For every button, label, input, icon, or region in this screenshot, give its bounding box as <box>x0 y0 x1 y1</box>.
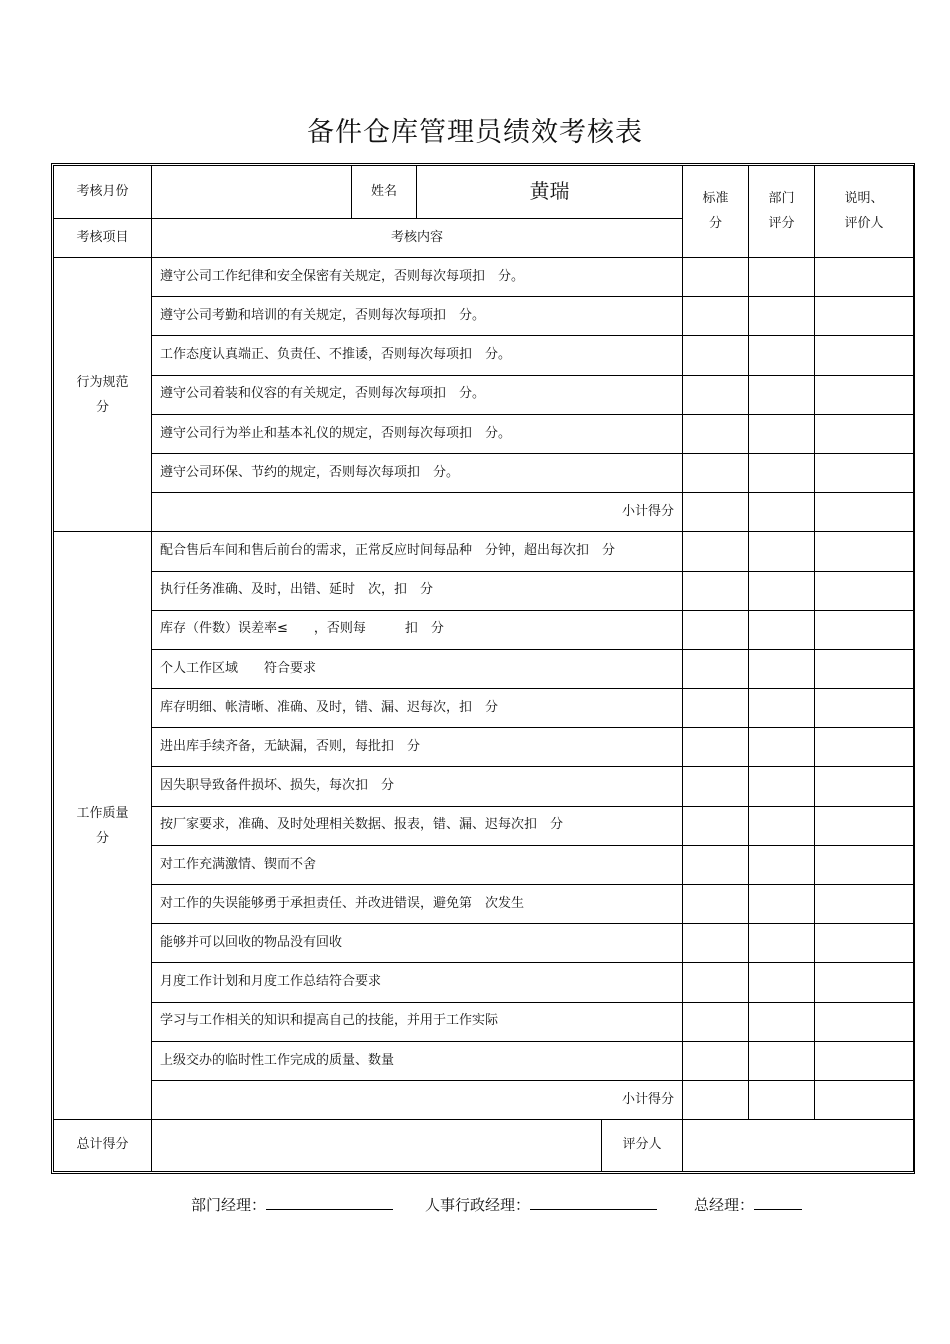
table-row <box>54 453 914 492</box>
table-row <box>54 649 914 688</box>
dept-score-cell[interactable] <box>749 767 815 806</box>
dept-score-cell[interactable] <box>749 375 815 414</box>
hr-manager-label: 人事行政经理： <box>425 1196 531 1214</box>
standard-score-cell[interactable] <box>683 1041 749 1080</box>
std-score-header <box>683 166 749 258</box>
dept-score-cell[interactable] <box>749 924 815 963</box>
standard-score-cell[interactable] <box>683 375 749 414</box>
table-row <box>54 767 914 806</box>
dept-manager-signature <box>191 1194 393 1215</box>
criteria-item: 进出库手续齐备，无缺漏，否则，每批扣 分 <box>152 728 683 767</box>
remark-cell[interactable] <box>815 1041 914 1080</box>
remark-header <box>815 166 914 258</box>
dept-score-cell[interactable] <box>749 571 815 610</box>
table-row <box>54 414 914 453</box>
remark-cell[interactable] <box>815 924 914 963</box>
name-label: 姓名 <box>352 166 417 219</box>
remark-cell[interactable] <box>815 649 914 688</box>
dept-manager-label: 部门经理： <box>191 1196 267 1214</box>
remark-cell[interactable] <box>815 571 914 610</box>
table-row <box>54 610 914 649</box>
criteria-item: 遵守公司工作纪律和安全保密有关规定，否则每次每项扣 分。 <box>152 258 683 297</box>
standard-score-cell[interactable] <box>683 571 749 610</box>
criteria-item: 对工作充满激情、锲而不舍 <box>152 845 683 884</box>
std-score-label: 标准分 <box>702 191 729 232</box>
dept-score-cell[interactable] <box>749 532 815 571</box>
dept-score-header <box>749 166 815 258</box>
section-name: 工作质量分 <box>54 532 152 1120</box>
standard-score-cell[interactable] <box>683 649 749 688</box>
table-row <box>54 375 914 414</box>
dept-score-cell[interactable] <box>749 453 815 492</box>
subtotal-dept-cell[interactable] <box>749 1080 815 1119</box>
dept-score-cell[interactable] <box>749 414 815 453</box>
criteria-item: 遵守公司行为举止和基本礼仪的规定，否则每次每项扣 分。 <box>152 414 683 453</box>
dept-score-cell[interactable] <box>749 1041 815 1080</box>
criteria-item: 遵守公司考勤和培训的有关规定，否则每次每项扣 分。 <box>152 297 683 336</box>
standard-score-cell[interactable] <box>683 728 749 767</box>
remark-cell[interactable] <box>815 258 914 297</box>
standard-score-cell[interactable] <box>683 610 749 649</box>
section-name: 行为规范分 <box>54 258 152 532</box>
standard-score-cell[interactable] <box>683 258 749 297</box>
table-row <box>54 336 914 375</box>
table-row <box>54 885 914 924</box>
remark-cell[interactable] <box>815 728 914 767</box>
table-row <box>54 532 914 571</box>
subtotal-remark-cell[interactable] <box>815 493 914 532</box>
dept-score-cell[interactable] <box>749 649 815 688</box>
table-row <box>54 845 914 884</box>
criteria-item: 库存明细、帐清晰、准确、及时，错、漏、迟每次，扣 分 <box>152 689 683 728</box>
dept-score-cell[interactable] <box>749 689 815 728</box>
page-title: 备件仓库管理员绩效考核表 <box>307 117 643 148</box>
total-row <box>54 1120 914 1172</box>
subtotal-label: 小计得分 <box>152 1080 683 1119</box>
table-row <box>54 297 914 336</box>
criteria-item: 月度工作计划和月度工作总结符合要求 <box>152 963 683 1002</box>
month-value[interactable] <box>152 166 352 219</box>
standard-score-cell[interactable] <box>683 845 749 884</box>
dept-score-cell[interactable] <box>749 258 815 297</box>
criteria-item: 库存（件数）误差率≤ ，否则每 扣 分 <box>152 610 683 649</box>
rater-cell[interactable] <box>683 1120 914 1172</box>
criteria-item: 执行任务准确、及时，出错、延时 次，扣 分 <box>152 571 683 610</box>
total-score-cell[interactable] <box>152 1120 602 1172</box>
dept-manager-line[interactable] <box>266 1194 393 1210</box>
table-row <box>54 1041 914 1080</box>
table-row <box>54 728 914 767</box>
standard-score-cell[interactable] <box>683 297 749 336</box>
table-row <box>54 963 914 1002</box>
dept-score-cell[interactable] <box>749 885 815 924</box>
hr-manager-signature <box>425 1194 657 1215</box>
criteria-item: 遵守公司着装和仪容的有关规定，否则每次每项扣 分。 <box>152 375 683 414</box>
criteria-item: 工作态度认真端正、负责任、不推诿，否则每次每项扣 分。 <box>152 336 683 375</box>
subtotal-standard-cell[interactable] <box>683 493 749 532</box>
criteria-item: 上级交办的临时性工作完成的质量、数量 <box>152 1041 683 1080</box>
criteria-item: 遵守公司环保、节约的规定，否则每次每项扣 分。 <box>152 453 683 492</box>
remark-cell[interactable] <box>815 963 914 1002</box>
subtotal-label: 小计得分 <box>152 493 683 532</box>
subtotal-remark-cell[interactable] <box>815 1080 914 1119</box>
standard-score-cell[interactable] <box>683 963 749 1002</box>
remark-cell[interactable] <box>815 845 914 884</box>
dept-score-cell[interactable] <box>749 1002 815 1041</box>
general-manager-line[interactable] <box>754 1194 802 1210</box>
remark-cell[interactable] <box>815 336 914 375</box>
standard-score-cell[interactable] <box>683 414 749 453</box>
hr-manager-line[interactable] <box>530 1194 657 1210</box>
remark-cell[interactable] <box>815 453 914 492</box>
criteria-item: 个人工作区域 符合要求 <box>152 649 683 688</box>
standard-score-cell[interactable] <box>683 689 749 728</box>
subtotal-standard-cell[interactable] <box>683 1080 749 1119</box>
dept-score-cell[interactable] <box>749 728 815 767</box>
standard-score-cell[interactable] <box>683 806 749 845</box>
remark-cell[interactable] <box>815 375 914 414</box>
dept-score-cell[interactable] <box>749 963 815 1002</box>
dept-score-cell[interactable] <box>749 806 815 845</box>
content-label: 考核内容 <box>152 219 683 258</box>
standard-score-cell[interactable] <box>683 1002 749 1041</box>
standard-score-cell[interactable] <box>683 767 749 806</box>
dept-score-label: 部门评分 <box>768 191 795 232</box>
subtotal-row <box>54 1080 914 1119</box>
criteria-item: 对工作的失误能够勇于承担责任、并改进错误，避免第 次发生 <box>152 885 683 924</box>
criteria-item: 因失职导致备件损坏、损失，每次扣 分 <box>152 767 683 806</box>
remark-cell[interactable] <box>815 610 914 649</box>
general-manager-signature <box>694 1194 802 1215</box>
remark-cell[interactable] <box>815 885 914 924</box>
remark-label: 说明、评价人 <box>844 191 884 232</box>
criteria-item: 按厂家要求，准确、及时处理相关数据、报表，错、漏、迟每次扣 分 <box>152 806 683 845</box>
table-row <box>54 258 914 297</box>
remark-cell[interactable] <box>815 806 914 845</box>
dept-score-cell[interactable] <box>749 845 815 884</box>
subtotal-row <box>54 493 914 532</box>
table-row <box>54 1002 914 1041</box>
subtotal-dept-cell[interactable] <box>749 493 815 532</box>
name-value[interactable]: 黄瑞 <box>417 166 683 219</box>
remark-cell[interactable] <box>815 414 914 453</box>
item-label: 考核项目 <box>54 219 152 258</box>
remark-cell[interactable] <box>815 689 914 728</box>
table-row <box>54 924 914 963</box>
total-label: 总计得分 <box>54 1120 152 1172</box>
rater-label: 评分人 <box>602 1120 683 1172</box>
table-row <box>54 571 914 610</box>
remark-cell[interactable] <box>815 532 914 571</box>
standard-score-cell[interactable] <box>683 336 749 375</box>
standard-score-cell[interactable] <box>683 924 749 963</box>
dept-score-cell[interactable] <box>749 610 815 649</box>
header-row-1 <box>54 166 914 219</box>
criteria-item: 能够并可以回收的物品没有回收 <box>152 924 683 963</box>
remark-cell[interactable] <box>815 297 914 336</box>
remark-cell[interactable] <box>815 1002 914 1041</box>
evaluation-table <box>53 165 914 1172</box>
general-manager-label: 总经理： <box>694 1196 755 1214</box>
table-row <box>54 689 914 728</box>
standard-score-cell[interactable] <box>683 532 749 571</box>
dept-score-cell[interactable] <box>749 297 815 336</box>
remark-cell[interactable] <box>815 767 914 806</box>
standard-score-cell[interactable] <box>683 885 749 924</box>
table-row <box>54 806 914 845</box>
month-label: 考核月份 <box>54 166 152 219</box>
dept-score-cell[interactable] <box>749 336 815 375</box>
standard-score-cell[interactable] <box>683 453 749 492</box>
criteria-item: 学习与工作相关的知识和提高自己的技能，并用于工作实际 <box>152 1002 683 1041</box>
criteria-item: 配合售后车间和售后前台的需求，正常反应时间每品种 分钟，超出每次扣 分 <box>152 532 683 571</box>
